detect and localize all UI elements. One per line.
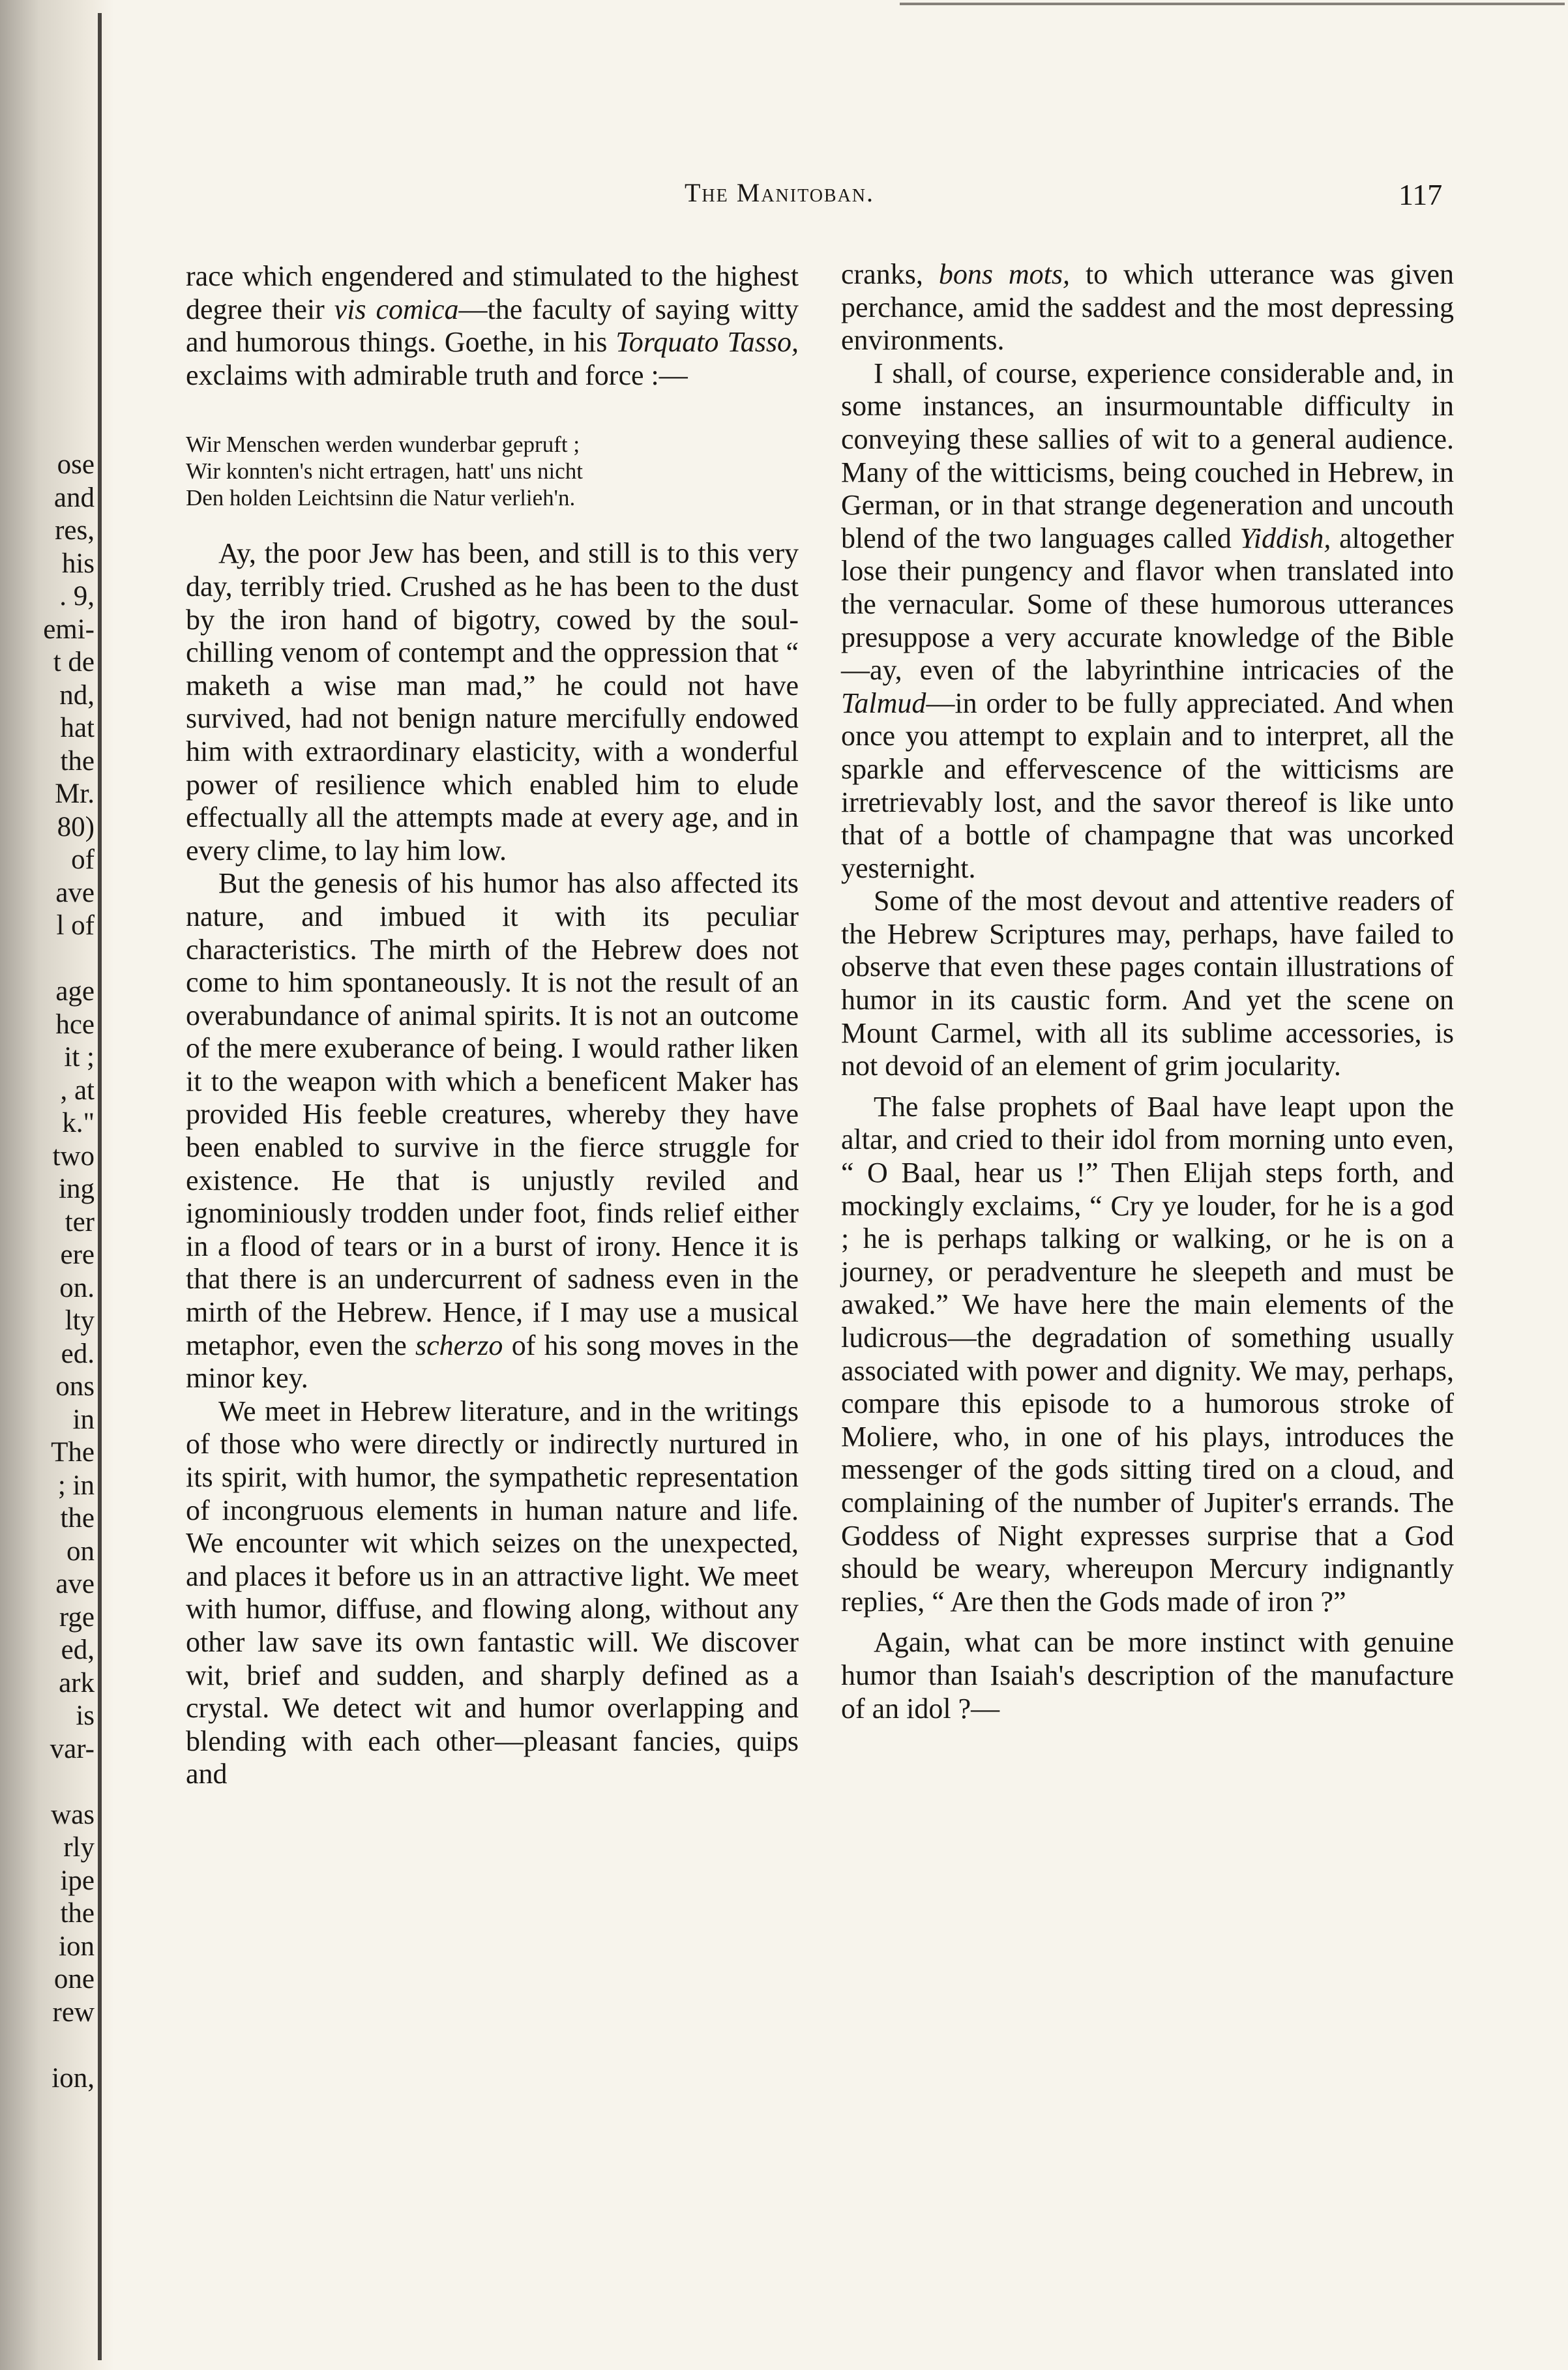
edge-fragment <box>0 1766 95 1799</box>
edge-fragment <box>0 2029 95 2062</box>
edge-fragment: on <box>67 1535 95 1567</box>
paragraph: Some of the most devout and attentive readers of the Hebrew Scriptures may, perhaps, have failed to observe that even these pages contain illustrations of humor in its caustic form. And yet the scene on Mount Carmel, with all its sublime accessories, is not devoid of an element of grim jocularity. <box>841 885 1454 1082</box>
edge-fragment: rly <box>63 1832 95 1863</box>
edge-fragment: hce <box>55 1009 95 1040</box>
edge-fragment: in <box>72 1404 95 1435</box>
edge-fragment: ave <box>55 877 95 908</box>
right-column <box>841 258 1454 1725</box>
edge-fragment: ons <box>55 1371 95 1402</box>
edge-fragment: ose <box>57 449 95 480</box>
edge-fragment: was <box>51 1799 95 1830</box>
edge-fragment: Mr. <box>55 778 95 809</box>
edge-fragment: of <box>71 844 95 875</box>
edge-fragment: ion, <box>52 2062 95 2094</box>
edge-fragment <box>0 943 95 976</box>
edge-fragment: k." <box>62 1108 95 1138</box>
edge-fragment: hat <box>60 713 95 743</box>
poem-line: Den holden Leichtsinn die Natur verlieh'n. <box>186 485 576 511</box>
edge-fragment: two <box>52 1140 95 1172</box>
paragraph: race which engendered and stimulated to the highest degree their vis comica—the faculty of saying witty and humorous things. Goethe, in his Torquato Tasso, exclaims with admirable truth and force :— <box>186 260 799 391</box>
edge-fragment: ere <box>60 1239 95 1270</box>
edge-fragment: lty <box>65 1305 95 1336</box>
edge-fragment: t de <box>53 647 95 677</box>
edge-fragment: ing <box>59 1174 95 1204</box>
binding-edge <box>98 13 102 2360</box>
edge-fragment: ed, <box>61 1635 95 1665</box>
edge-fragment: 80) <box>57 811 95 842</box>
edge-fragment: it ; <box>64 1042 95 1073</box>
edge-fragment: ave <box>55 1569 95 1599</box>
poem-line: Wir konnten's nicht ertragen, hatt' uns nicht <box>186 458 583 484</box>
edge-fragment: ed. <box>61 1338 95 1369</box>
top-edge-rule <box>900 3 1565 5</box>
edge-fragment: ipe <box>60 1865 95 1896</box>
edge-fragment: age <box>55 976 95 1007</box>
edge-fragment: is <box>76 1700 95 1731</box>
paragraph-gap <box>841 1618 1454 1626</box>
edge-fragment: ark <box>59 1667 95 1698</box>
edge-fragment: on. <box>59 1272 95 1303</box>
edge-fragment: nd, <box>59 679 95 711</box>
edge-fragment: ter <box>65 1206 95 1237</box>
previous-page-edge <box>0 449 95 2095</box>
left-column <box>186 260 799 1791</box>
edge-fragment: ion <box>59 1931 95 1962</box>
paragraph: Ay, the poor Jew has been, and still is to this very day, terribly tried. Crushed as he has been to the dust by the iron hand of bigotry, cowed by the soul-chilling venom of contempt and the oppression that “ maketh a wise man mad,” he could not have survived, had not benign nature mercifully endowed him with extraordinary elasticity, with a wonderful power of resilience which enabled him to elude effectually all the attempts made at every age, and in every clime, to lay him low. <box>186 537 799 867</box>
german-quotation <box>186 431 799 511</box>
paragraph: But the genesis of his humor has also affected its nature, and imbued it with its peculiar characteristics. The mirth of the Hebrew does not come to him spontaneously. It is not the result of an overabundance of animal spirits. It is not an outcome of the mere exuberance of being. I would rather liken it to the weapon with which a beneficent Maker has provided His feeble creatures, whereby they have been enabled to survive in the fierce struggle for existence. He that is unjustly reviled and ignominiously trodden under foot, finds relief either in a flood of tears or in a burst of irony. Hence it is that there is an undercurrent of sadness even in the mirth of the Hebrew. Hence, if I may use a musical metaphor, even the scherzo of his song moves in the minor key. <box>186 867 799 1395</box>
edge-fragment: l of <box>56 910 95 941</box>
paragraph: The false prophets of Baal have leapt upon the altar, and cried to their idol from morning unto even, “ O Baal, hear us !” Then Elijah steps forth, and mockingly exclaims, “ Cry ye louder, for he is a god ; he is perhaps talking or walking, or he is on a journey, or peradventure he sleepeth and must be awaked.” We have here the main elements of the ludicrous—the degradation of something usually associated with power and dignity. We may, perhaps, compare this episode to a humorous stroke of Moliere, who, in one of his plays, introduces the messenger of the gods sitting tired on a cloud, and complaining of the number of Jupiter's errands. The Goddess of Night expresses surprise that a God should be weary, whereupon Mercury indignantly replies, “ Are then the Gods made of iron ?” <box>841 1090 1454 1618</box>
running-title: The Manitoban. <box>685 178 875 207</box>
edge-fragment: ; in <box>57 1470 95 1501</box>
edge-fragment: his <box>61 548 95 579</box>
edge-fragment: the <box>60 745 95 777</box>
paragraph: Again, what can be more instinct with genuine humor than Isaiah's description of the manufacture of an idol ?— <box>841 1626 1454 1725</box>
edge-fragment: , at <box>60 1074 95 1106</box>
edge-fragment: rew <box>52 1996 95 2028</box>
edge-fragment: and <box>53 482 95 513</box>
paragraph: I shall, of course, experience considerable and, in some instances, an insurmountable difficulty in conveying these sallies of wit to a general audience. Many of the witticisms, being couched in Hebrew, in German, or in that strange degeneration and uncouth blend of the two languages called Yiddish, altogether lose their pungency and flavor when translated into the vernacular. Some of these humorous utterances presuppose a very accurate knowledge of the Bible—ay, even of the labyrinthine intricacies of the Talmud—in order to be fully appreciated. And when once you attempt to explain and to interpret, all the sparkle and effervescence of the witticisms are irretrievably lost, and the savor thereof is like unto that of a bottle of champagne that was uncorked yesternight. <box>841 357 1454 884</box>
paragraph-gap <box>841 1083 1454 1091</box>
edge-fragment: res, <box>55 515 95 546</box>
edge-fragment: var- <box>50 1733 95 1764</box>
edge-fragment: . 9, <box>59 581 95 612</box>
paragraph: We meet in Hebrew literature, and in the writings of those who were directly or indirectly nurtured in its spirit, with humor, the sympathetic representation of incongruous elements in human nature and life. We encounter wit which seizes on the unexpected, and places it before us in an attractive light. We meet with humor, diffuse, and flowing along, without any other law save its own fantastic will. We discover wit, brief and sudden, and sharply defined as a crystal. We detect wit and humor overlapping and blending with each other—pleasant fancies, quips and <box>186 1395 799 1790</box>
edge-fragment: the <box>60 1898 95 1929</box>
edge-fragment: one <box>53 1964 95 1994</box>
paragraph: cranks, bons mots, to which utterance was given perchance, amid the saddest and the most depressing environments. <box>841 258 1455 357</box>
edge-fragment: rge <box>59 1601 95 1633</box>
edge-fragment: The <box>51 1437 95 1468</box>
edge-fragment: emi- <box>43 614 95 645</box>
page-number: 117 <box>1398 178 1443 211</box>
edge-fragment: the <box>60 1503 95 1533</box>
poem-line: Wir Menschen werden wunderbar gepruft ; <box>186 432 580 458</box>
